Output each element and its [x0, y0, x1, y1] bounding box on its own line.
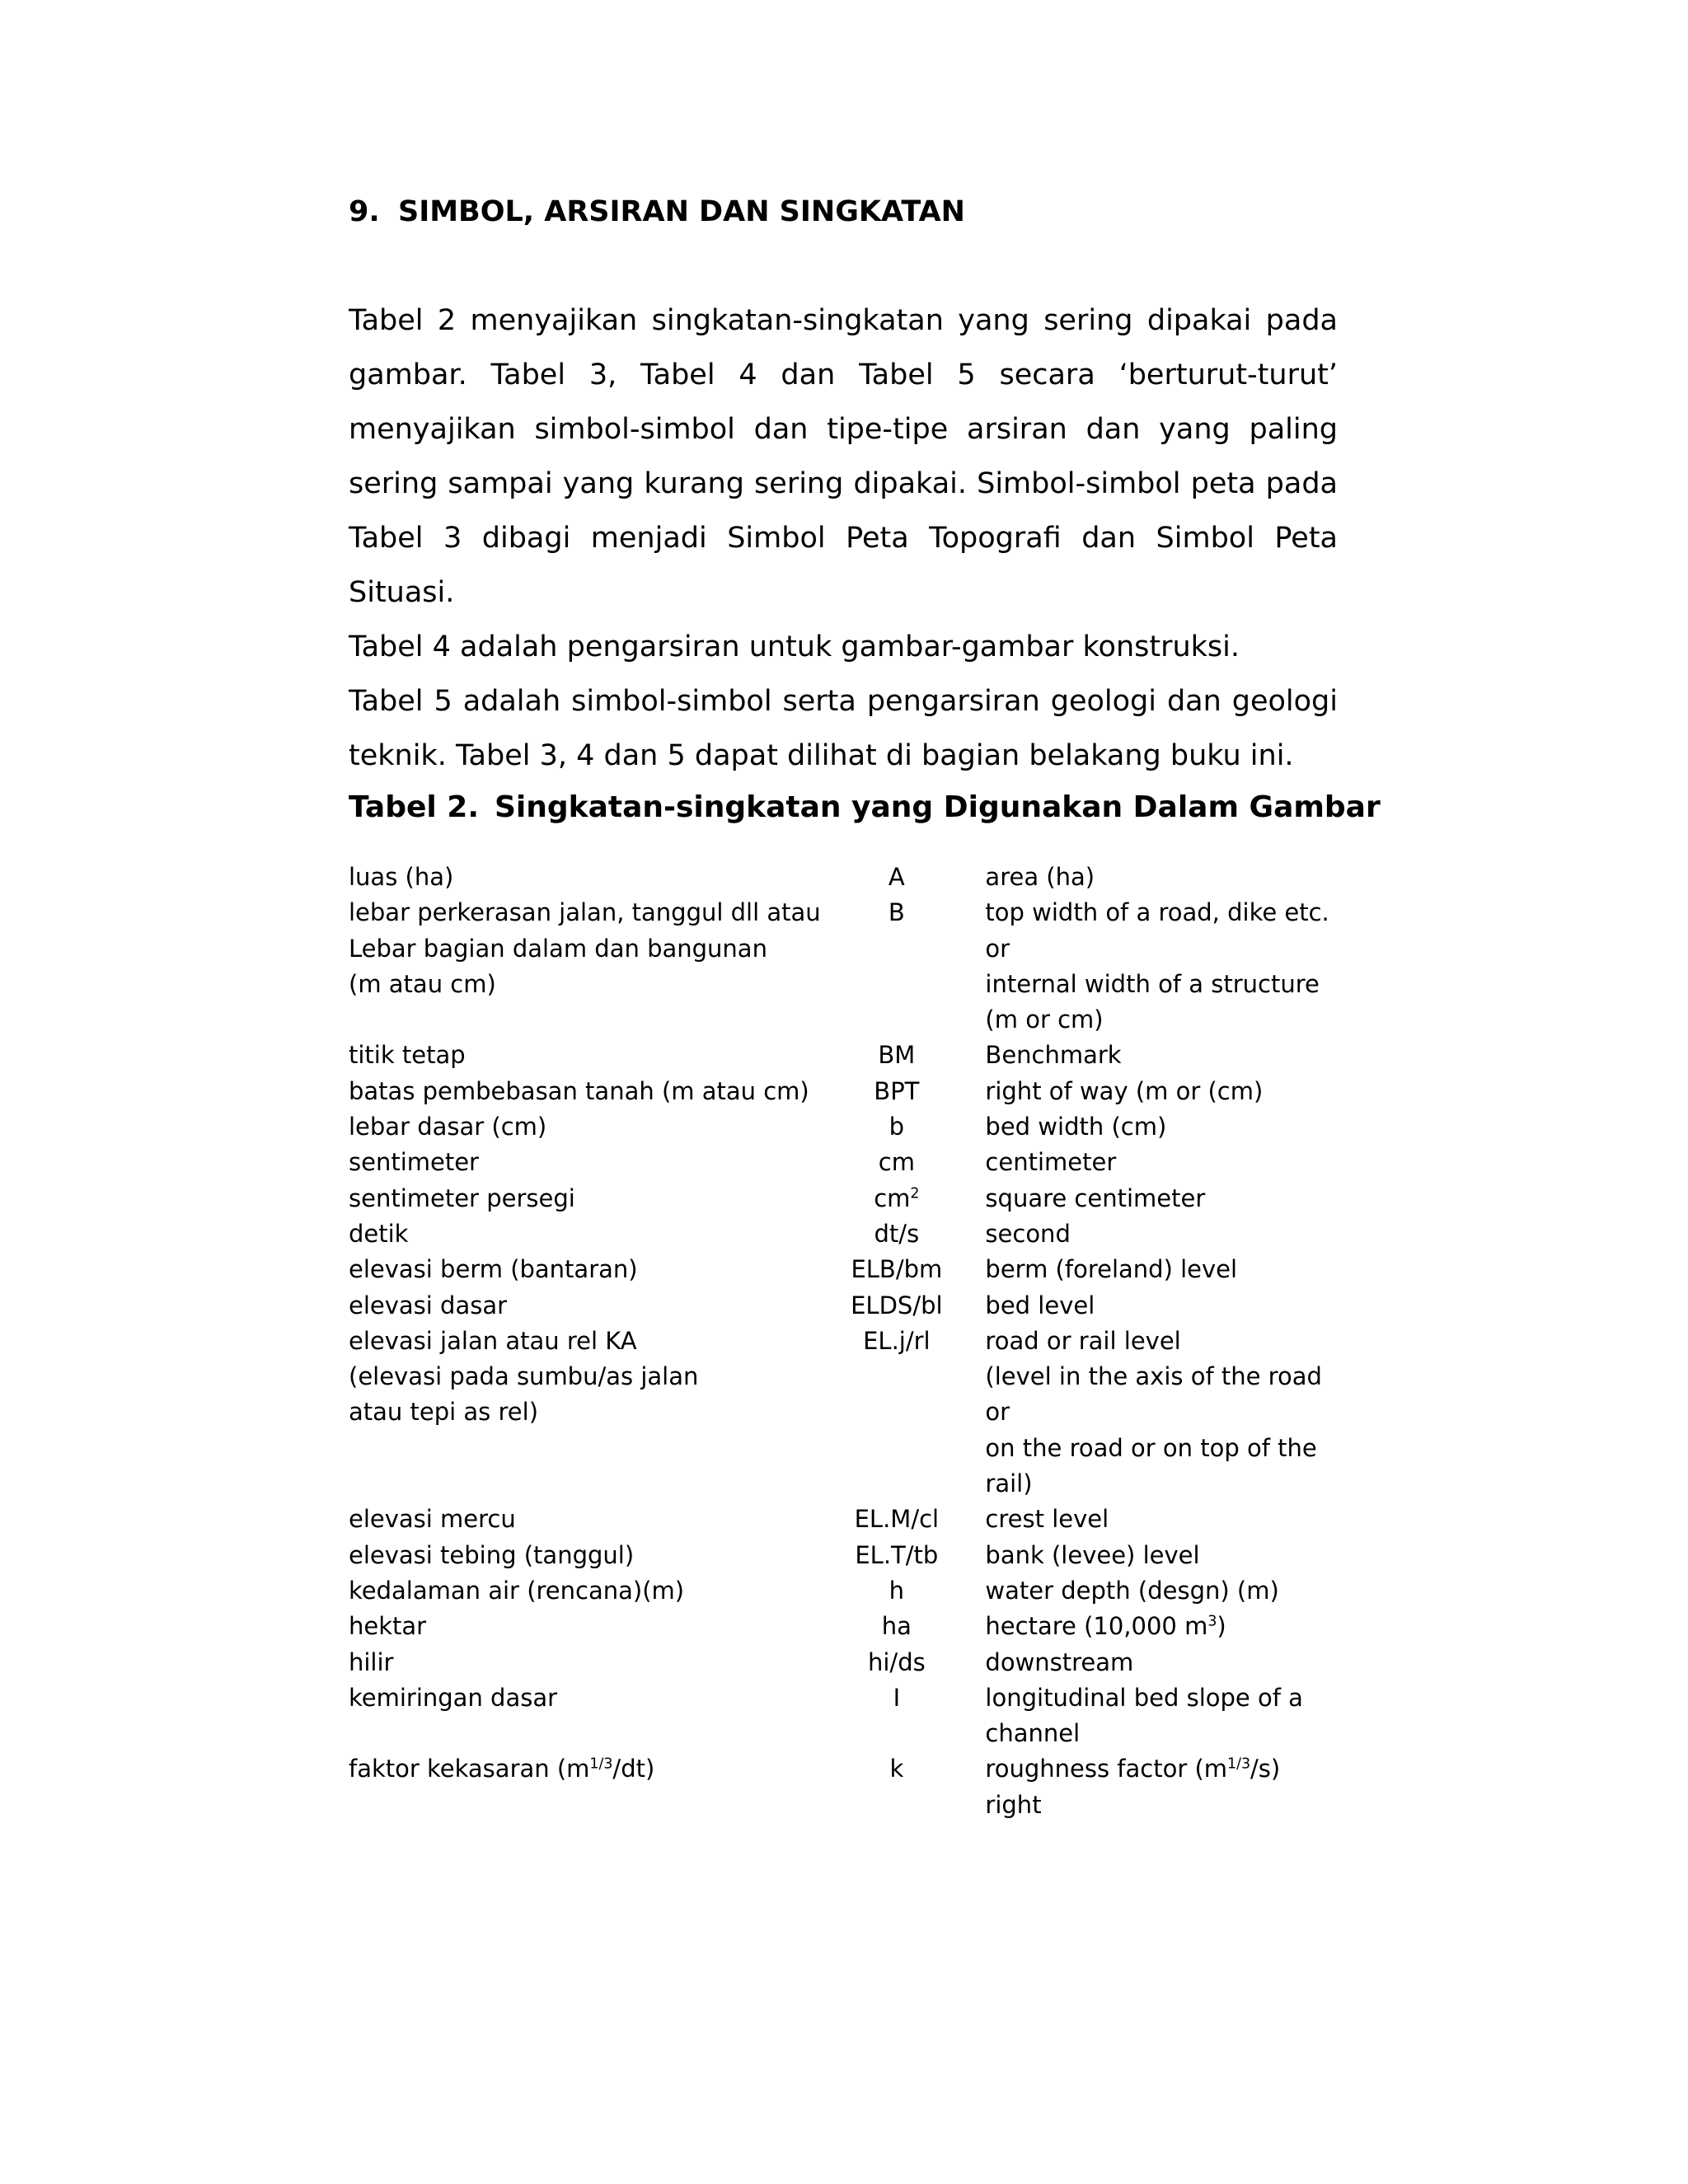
english-term-text: hectare (10,000 m	[985, 1612, 1208, 1641]
table-row	[349, 1252, 1338, 1287]
english-term-superscript: 3	[1207, 1613, 1217, 1630]
abbreviation-text: EL.T/tb	[855, 1540, 939, 1569]
english-term-text: bed level	[985, 1291, 1095, 1319]
indonesian-term-superscript: 1/3	[589, 1755, 613, 1773]
abbreviation-text: ha	[881, 1612, 912, 1641]
table-row	[349, 1680, 1338, 1752]
abbreviation-text: B	[888, 898, 905, 927]
indonesian-term-text: kemiringan dasar	[349, 1683, 558, 1712]
indonesian-term-cell	[349, 895, 825, 1038]
abbreviation-text: ELB/bm	[851, 1255, 943, 1284]
abbreviation-cell	[825, 860, 968, 895]
abbreviation-cell	[825, 1074, 968, 1109]
table-caption	[349, 787, 1381, 828]
intro-paragraph-2: Tabel 4 adalah pengarsiran untuk gambar-gambar konstruksi.	[349, 630, 1240, 663]
table-row	[349, 1751, 1338, 1823]
indonesian-term-text: sentimeter persegi	[349, 1183, 575, 1212]
indonesian-term-text: elevasi tebing (tanggul)	[349, 1540, 635, 1569]
section-heading	[349, 191, 965, 232]
indonesian-term-text: detik	[349, 1219, 409, 1248]
table-row	[349, 1288, 1338, 1324]
english-term-text: water depth (desgn) (m)	[985, 1576, 1279, 1605]
abbreviation-text: cm	[874, 1183, 911, 1212]
english-term-cell	[968, 1216, 1338, 1252]
english-term-cell	[968, 1538, 1338, 1573]
indonesian-term-cell	[349, 1288, 825, 1324]
english-term-cell	[968, 1324, 1338, 1502]
indonesian-term-cell	[349, 1109, 825, 1145]
english-term-text: top width of a road, dike etc. or internal width of a structure (m or cm)	[985, 898, 1329, 1034]
abbreviation-cell	[825, 1609, 968, 1644]
abbreviation-cell	[825, 1145, 968, 1180]
table-row	[349, 895, 1338, 1038]
abbreviation-text: cm	[878, 1148, 915, 1177]
english-term-suffix: )	[1217, 1612, 1226, 1641]
indonesian-term-cell	[349, 1074, 825, 1109]
indonesian-term-text: elevasi jalan atau rel KA (elevasi pada sumbu/as jalan atau tepi as rel)	[349, 1326, 699, 1427]
indonesian-term-text: batas pembebasan tanah (m atau cm)	[349, 1076, 809, 1105]
table-row	[349, 1074, 1338, 1109]
english-term-text: longitudinal bed slope of a channel	[985, 1683, 1303, 1748]
indonesian-term-text: faktor kekasaran (m	[349, 1755, 590, 1783]
table-row	[349, 1038, 1338, 1073]
indonesian-term-text: elevasi dasar	[349, 1291, 508, 1319]
indonesian-term-text: sentimeter	[349, 1148, 479, 1177]
table-caption-number: Tabel 2.	[349, 790, 479, 824]
abbreviation-text: ELDS/bl	[851, 1291, 943, 1319]
indonesian-term-text: elevasi berm (bantaran)	[349, 1255, 638, 1284]
indonesian-term-cell	[349, 1216, 825, 1252]
english-term-text: area (ha)	[985, 863, 1095, 891]
abbreviation-cell	[825, 895, 968, 1038]
english-term-text: road or rail level (level in the axis of the road or on the road or on top of the rail)	[985, 1326, 1322, 1498]
abbreviation-text: h	[889, 1576, 905, 1605]
intro-paragraph-3: Tabel 5 adalah simbol-simbol serta pengarsiran geologi dan geologi teknik. Tabel 3, 4 dan 5 dapat dilihat di bagian belakang buku ini.	[349, 685, 1338, 772]
table-row	[349, 1109, 1338, 1145]
english-term-cell	[968, 1074, 1338, 1109]
english-term-cell	[968, 860, 1338, 895]
abbreviation-text: dt/s	[874, 1219, 920, 1248]
english-term-cell	[968, 1109, 1338, 1145]
abbreviation-cell	[825, 1645, 968, 1680]
abbreviation-text: hi/ds	[867, 1647, 926, 1676]
english-term-text: right of way (m or (cm)	[985, 1076, 1264, 1105]
table-row	[349, 1181, 1338, 1216]
english-term-text: bed width (cm)	[985, 1113, 1167, 1141]
table-caption-title: Singkatan-singkatan yang Digunakan Dalam Gambar	[495, 790, 1381, 824]
table-row	[349, 1573, 1338, 1609]
english-term-text: bank (levee) level	[985, 1540, 1200, 1569]
table-row	[349, 1502, 1338, 1537]
abbreviation-cell	[825, 1288, 968, 1324]
indonesian-term-text: hilir	[349, 1647, 394, 1676]
english-term-cell	[968, 1502, 1338, 1537]
indonesian-term-text: elevasi mercu	[349, 1505, 516, 1534]
indonesian-term-cell	[349, 1573, 825, 1609]
abbreviation-cell	[825, 1181, 968, 1216]
abbreviation-table	[349, 860, 1338, 1823]
english-term-text: downstream	[985, 1647, 1134, 1676]
table-row	[349, 1145, 1338, 1180]
indonesian-term-text: lebar perkerasan jalan, tanggul dll atau Lebar bagian dalam dan bangunan (m atau cm)	[349, 898, 821, 998]
abbreviation-text: b	[889, 1113, 905, 1141]
english-term-text: square centimeter	[985, 1183, 1206, 1212]
indonesian-term-suffix: /dt)	[612, 1755, 655, 1783]
abbreviation-cell	[825, 1252, 968, 1287]
abbreviation-cell	[825, 1573, 968, 1609]
english-term-cell	[968, 1038, 1338, 1073]
indonesian-term-cell	[349, 1324, 825, 1502]
abbreviation-table-body	[349, 860, 1338, 1823]
abbreviation-cell	[825, 1109, 968, 1145]
abbreviation-cell	[825, 1324, 968, 1502]
abbreviation-text: I	[893, 1683, 901, 1712]
indonesian-term-cell	[349, 1680, 825, 1752]
indonesian-term-cell	[349, 1538, 825, 1573]
english-term-superscript: 1/3	[1227, 1755, 1251, 1773]
indonesian-term-text: kedalaman air (rencana)(m)	[349, 1576, 685, 1605]
abbreviation-cell	[825, 1538, 968, 1573]
table-row	[349, 1324, 1338, 1502]
abbreviation-cell	[825, 1680, 968, 1752]
abbreviation-text: EL.M/cl	[854, 1505, 940, 1534]
table-row	[349, 1609, 1338, 1644]
indonesian-term-cell	[349, 1645, 825, 1680]
table-row	[349, 1216, 1338, 1252]
english-term-cell	[968, 1751, 1338, 1823]
english-term-text: berm (foreland) level	[985, 1255, 1238, 1284]
indonesian-term-text: lebar dasar (cm)	[349, 1113, 547, 1141]
abbreviation-cell	[825, 1216, 968, 1252]
intro-text	[349, 293, 1338, 783]
table-row	[349, 860, 1338, 895]
english-term-cell	[968, 1609, 1338, 1644]
indonesian-term-cell	[349, 1145, 825, 1180]
english-term-cell	[968, 1288, 1338, 1324]
english-term-text: second	[985, 1219, 1071, 1248]
abbreviation-superscript: 2	[910, 1185, 920, 1202]
english-term-cell	[968, 895, 1338, 1038]
english-term-cell	[968, 1181, 1338, 1216]
section-title: SIMBOL, ARSIRAN DAN SINGKATAN	[398, 195, 965, 228]
english-term-text: centimeter	[985, 1148, 1117, 1177]
english-term-text: roughness factor (m	[985, 1755, 1228, 1783]
abbreviation-text: A	[888, 863, 905, 891]
english-term-cell	[968, 1145, 1338, 1180]
indonesian-term-cell	[349, 1609, 825, 1644]
english-term-cell	[968, 1680, 1338, 1752]
english-term-cell	[968, 1252, 1338, 1287]
indonesian-term-cell	[349, 860, 825, 895]
english-term-text: Benchmark	[985, 1041, 1122, 1070]
indonesian-term-text: luas (ha)	[349, 863, 454, 891]
table-row	[349, 1538, 1338, 1573]
indonesian-term-cell	[349, 1502, 825, 1537]
intro-paragraph-1: Tabel 2 menyajikan singkatan-singkatan yang sering dipakai pada gambar. Tabel 3, Tabel 4 dan Tabel 5 secara ‘berturut-turut’ menyajikan simbol-simbol dan tipe-tipe arsiran dan yang paling sering sampai yang kurang sering dipakai. Simbol-simbol peta pada Tabel 3 dibagi menjadi Simbol Peta Topografi dan Simbol Peta Situasi.	[349, 304, 1338, 609]
indonesian-term-cell	[349, 1751, 825, 1823]
english-term-cell	[968, 1573, 1338, 1609]
indonesian-term-cell	[349, 1252, 825, 1287]
english-term-suffix: /s) right	[985, 1755, 1281, 1819]
abbreviation-text: EL.j/rl	[863, 1326, 931, 1355]
table-row	[349, 1645, 1338, 1680]
abbreviation-text: k	[889, 1755, 904, 1783]
section-number: 9.	[349, 195, 380, 228]
abbreviation-text: BPT	[874, 1076, 920, 1105]
abbreviation-cell	[825, 1038, 968, 1073]
indonesian-term-text: titik tetap	[349, 1041, 466, 1070]
english-term-text: crest level	[985, 1505, 1109, 1534]
abbreviation-cell	[825, 1751, 968, 1823]
indonesian-term-text: hektar	[349, 1612, 427, 1641]
indonesian-term-cell	[349, 1181, 825, 1216]
english-term-cell	[968, 1645, 1338, 1680]
abbreviation-text: BM	[878, 1041, 916, 1070]
abbreviation-cell	[825, 1502, 968, 1537]
indonesian-term-cell	[349, 1038, 825, 1073]
